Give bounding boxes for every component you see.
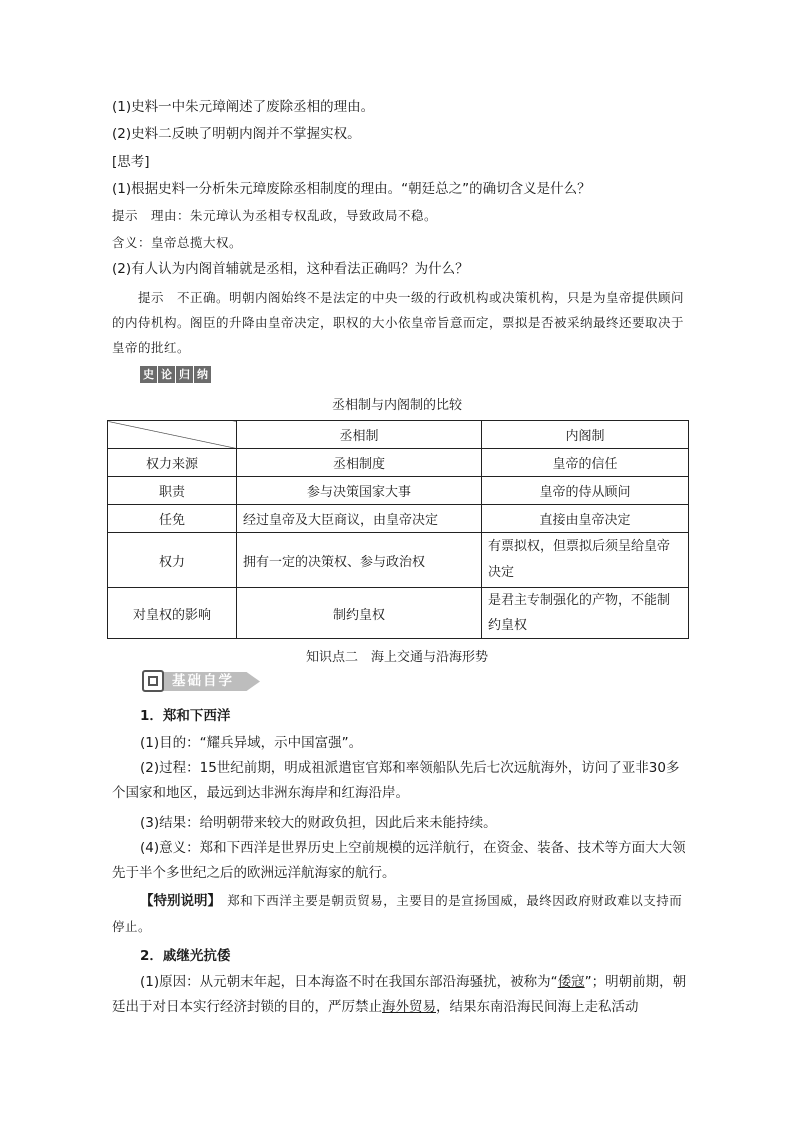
underlined-term: 海外贸易	[382, 999, 436, 1015]
underlined-term: 倭寇	[557, 974, 585, 990]
comparison-table	[107, 420, 689, 639]
text-line: (1)史料一中朱元璋阐述了废除丞相的理由。	[112, 99, 375, 115]
text-line: (2)史料二反映了明朝内阁并不掌握实权。	[112, 126, 361, 142]
table-cell: 皇帝的信任	[482, 449, 689, 477]
paragraph: (2)过程：15世纪前期，明成祖派遣宦官郑和率领船队先后七次远航海外，访问了亚非30多个国家和地区，最远到达非洲东海岸和红海沿岸。	[112, 760, 680, 801]
row-label: 职责	[108, 477, 237, 505]
table-header: 丞相制	[237, 421, 482, 449]
note-label: 【特别说明】	[140, 893, 215, 909]
text-line: (3)结果：给明朝带来较大的财政负担，因此后来未能持续。	[140, 815, 497, 831]
row-label: 对皇权的影响	[108, 588, 237, 639]
answer-1b: 含义：皇帝总揽大权。	[112, 235, 243, 250]
table-row	[108, 505, 689, 533]
paragraph: (4)意义：郑和下西洋是世界历史上空前规模的远洋航行，在资金、装备、技术等方面大大领先于半个多世纪之后的欧洲远洋航海家的航行。	[112, 840, 686, 881]
table-cell: 有票拟权，但票拟后须呈给皇帝决定	[482, 533, 689, 588]
text-line: (1)目的：“耀兵异域，示中国富强”。	[140, 735, 363, 751]
table-row	[108, 533, 689, 588]
table-cell: 参与决策国家大事	[237, 477, 482, 505]
paragraph: (1)原因：从元朝末年起，日本海盗不时在我国东部沿海骚扰，被称为“倭寇”；明朝前期，朝廷出于对日本实行经济封锁的目的，严厉禁止海外贸易，结果东南沿海民间海上走私活动	[112, 974, 687, 1015]
answer-1: 提示 理由：朱元璋认为丞相专权乱政，导致政局不稳。	[112, 208, 438, 223]
think-label: [思考]	[112, 154, 150, 170]
table-cell: 是君主专制强化的产物，不能制约皇权	[482, 588, 689, 639]
table-header: 内阁制	[482, 421, 689, 449]
section-badge: 史 论 归 纳	[140, 366, 211, 383]
table-row	[108, 449, 689, 477]
table-caption: 丞相制与内阁制的比较	[331, 398, 462, 413]
table-header-row	[108, 421, 689, 449]
row-label: 权力来源	[108, 449, 237, 477]
diagonal-header-cell	[108, 421, 237, 449]
table-row	[108, 477, 689, 505]
subsection-title: 1．郑和下西洋	[140, 708, 231, 724]
table-cell: 制约皇权	[237, 588, 482, 639]
answer-2: 提示 不正确。明朝内阁始终不是法定的中央一级的行政机构或决策机构，只是为皇帝提供顾问的内侍机构。阁臣的升降由皇帝决定，职权的大小依皇帝旨意而定，票拟是否被采纳最终还要取决于皇帝的批红。	[112, 290, 685, 355]
subsection-title: 2．戚继光抗倭	[140, 948, 231, 964]
table-cell: 丞相制度	[237, 449, 482, 477]
table-cell: 直接由皇帝决定	[482, 505, 689, 533]
table-cell: 拥有一定的决策权、参与政治权	[237, 533, 482, 588]
note-text: 郑和下西洋主要是朝贡贸易，主要目的是宣扬国威，最终因政府财政难以支持而停止。	[112, 893, 683, 934]
question-2: (2)有人认为内阁首辅就是丞相，这种看法正确吗？为什么？	[112, 261, 469, 277]
row-label: 权力	[108, 533, 237, 588]
table-cell: 皇帝的侍从顾问	[482, 477, 689, 505]
section-banner	[142, 668, 260, 694]
row-label: 任免	[108, 505, 237, 533]
banner-title: 基础自学	[172, 673, 234, 689]
book-icon	[142, 670, 164, 692]
question-1: (1)根据史料一分析朱元璋废除丞相制度的理由。“朝廷总之”的确切含义是什么？	[112, 181, 591, 197]
knowledge-point-heading: 知识点二 海上交通与沿海形势	[305, 650, 488, 665]
table-row	[108, 588, 689, 639]
special-note	[112, 888, 688, 940]
table-cell: 经过皇帝及大臣商议，由皇帝决定	[237, 505, 482, 533]
